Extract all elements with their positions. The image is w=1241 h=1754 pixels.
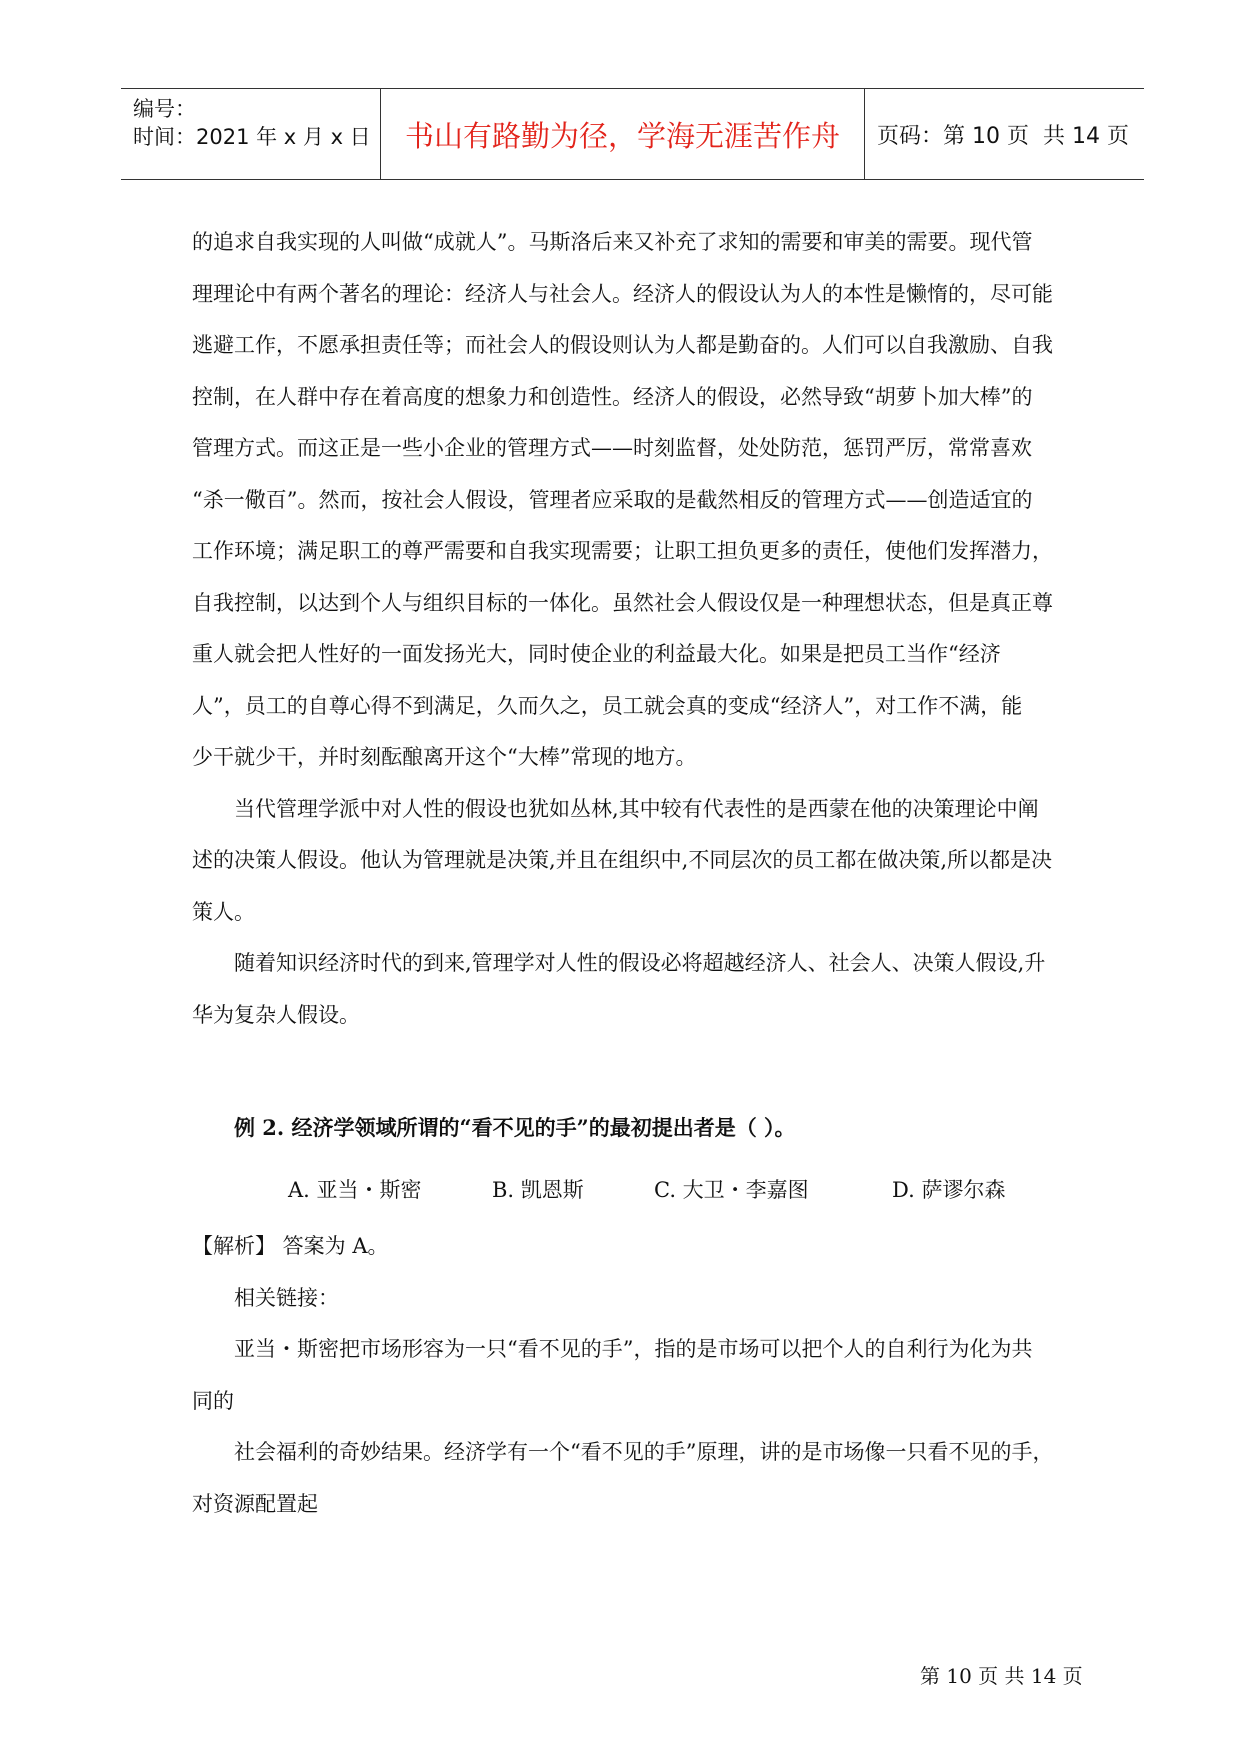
page-header	[121, 88, 1144, 180]
question-title: 例 2. 经济学领域所谓的“看不见的手”的最初提出者是（ ）。	[234, 1115, 796, 1140]
document-body	[192, 217, 1082, 1530]
text-line: 重人就会把人性好的一面发扬光大，同时使企业的利益最大化。如果是把员工当作“经济	[192, 642, 1001, 666]
header-page-info	[865, 89, 1144, 179]
text-line: 当代管理学派中对人性的假设也犹如丛林,其中较有代表性的是西蒙在他的决策理论中阐	[234, 796, 1039, 821]
analysis: 【解析】 答案为 A。	[192, 1234, 389, 1258]
option-b: B. 凯恩斯	[492, 1178, 584, 1202]
text-line: 控制，在人群中存在着高度的想象力和创造性。经济人的假设，必然导致“胡萝卜加大棒”的	[192, 384, 1033, 409]
paragraph-2	[192, 784, 1082, 939]
number-label: 编号：	[133, 97, 196, 121]
answer-options	[192, 1159, 1082, 1221]
text-line: 管理方式。而这正是一些小企业的管理方式——时刻监督，处处防范，惩罚严厉，常常喜欢	[192, 436, 1032, 460]
page-footer: 第 10 页 共 14 页	[920, 1664, 1083, 1688]
paragraph-3	[192, 938, 1082, 1041]
text-line: 对资源配置起	[192, 1491, 318, 1516]
spacer	[192, 1041, 1082, 1097]
paragraph-1	[192, 217, 1082, 784]
header-meta	[121, 89, 381, 179]
text-line: 的追求自我实现的人叫做“成就人”。马斯洛后来又补充了求知的需要和审美的需要。现代管	[192, 230, 1033, 254]
text-line: 人”，员工的自尊心得不到满足，久而久之，员工就会真的变成“经济人”，对工作不满，能	[192, 693, 1023, 718]
text-line: 述的决策人假设。他认为管理就是决策,并且在组织中,不同层次的员工都在做决策,所以都是决	[192, 848, 1053, 872]
option-c: C. 大卫・李嘉图	[654, 1178, 809, 1202]
text-line: “杀一儆百”。然而，按社会人假设，管理者应采取的是截然相反的管理方式——创造适宜的	[192, 487, 1033, 512]
text-line: 策人。	[192, 899, 255, 924]
related-text	[192, 1324, 1082, 1530]
text-line: 自我控制，以达到个人与组织目标的一体化。虽然社会人假设仅是一种理想状态，但是真正尊	[192, 590, 1053, 615]
page-label: 页码：第 10 页 共 14 页	[877, 123, 1129, 149]
option-a: A. 亚当・斯密	[288, 1178, 422, 1202]
text-line: 亚当・斯密把市场形容为一只“看不见的手”，指的是市场可以把个人的自利行为化为共	[234, 1337, 1033, 1361]
text-line: 随着知识经济时代的到来,管理学对人性的假设必将超越经济人、社会人、决策人假设,升	[234, 951, 1046, 975]
text-line: 社会福利的奇妙结果。经济学有一个“看不见的手”原理，讲的是市场像一只看不见的手，	[234, 1440, 1054, 1464]
related-label: 相关链接：	[234, 1285, 339, 1310]
header-motto: 书山有路勤为径，学海无涯苦作舟	[381, 89, 865, 179]
text-line: 工作环境；满足职工的尊严需要和自我实现需要；让职工担负更多的责任，使他们发挥潜力，	[192, 539, 1053, 563]
text-line: 理理论中有两个著名的理论：经济人与社会人。经济人的假设认为人的本性是懒惰的，尽可能	[192, 281, 1053, 306]
time-label: 时间：2021 年 x 月 x 日	[133, 125, 371, 149]
text-line: 华为复杂人假设。	[192, 1002, 360, 1027]
text-line: 少干就少干，并时刻酝酿离开这个“大棒”常现的地方。	[192, 745, 697, 769]
option-d: D. 萨谬尔森	[892, 1178, 1006, 1202]
text-line: 同的	[192, 1388, 234, 1413]
text-line: 逃避工作，不愿承担责任等；而社会人的假设则认为人都是勤奋的。人们可以自我激励、自我	[192, 333, 1053, 357]
